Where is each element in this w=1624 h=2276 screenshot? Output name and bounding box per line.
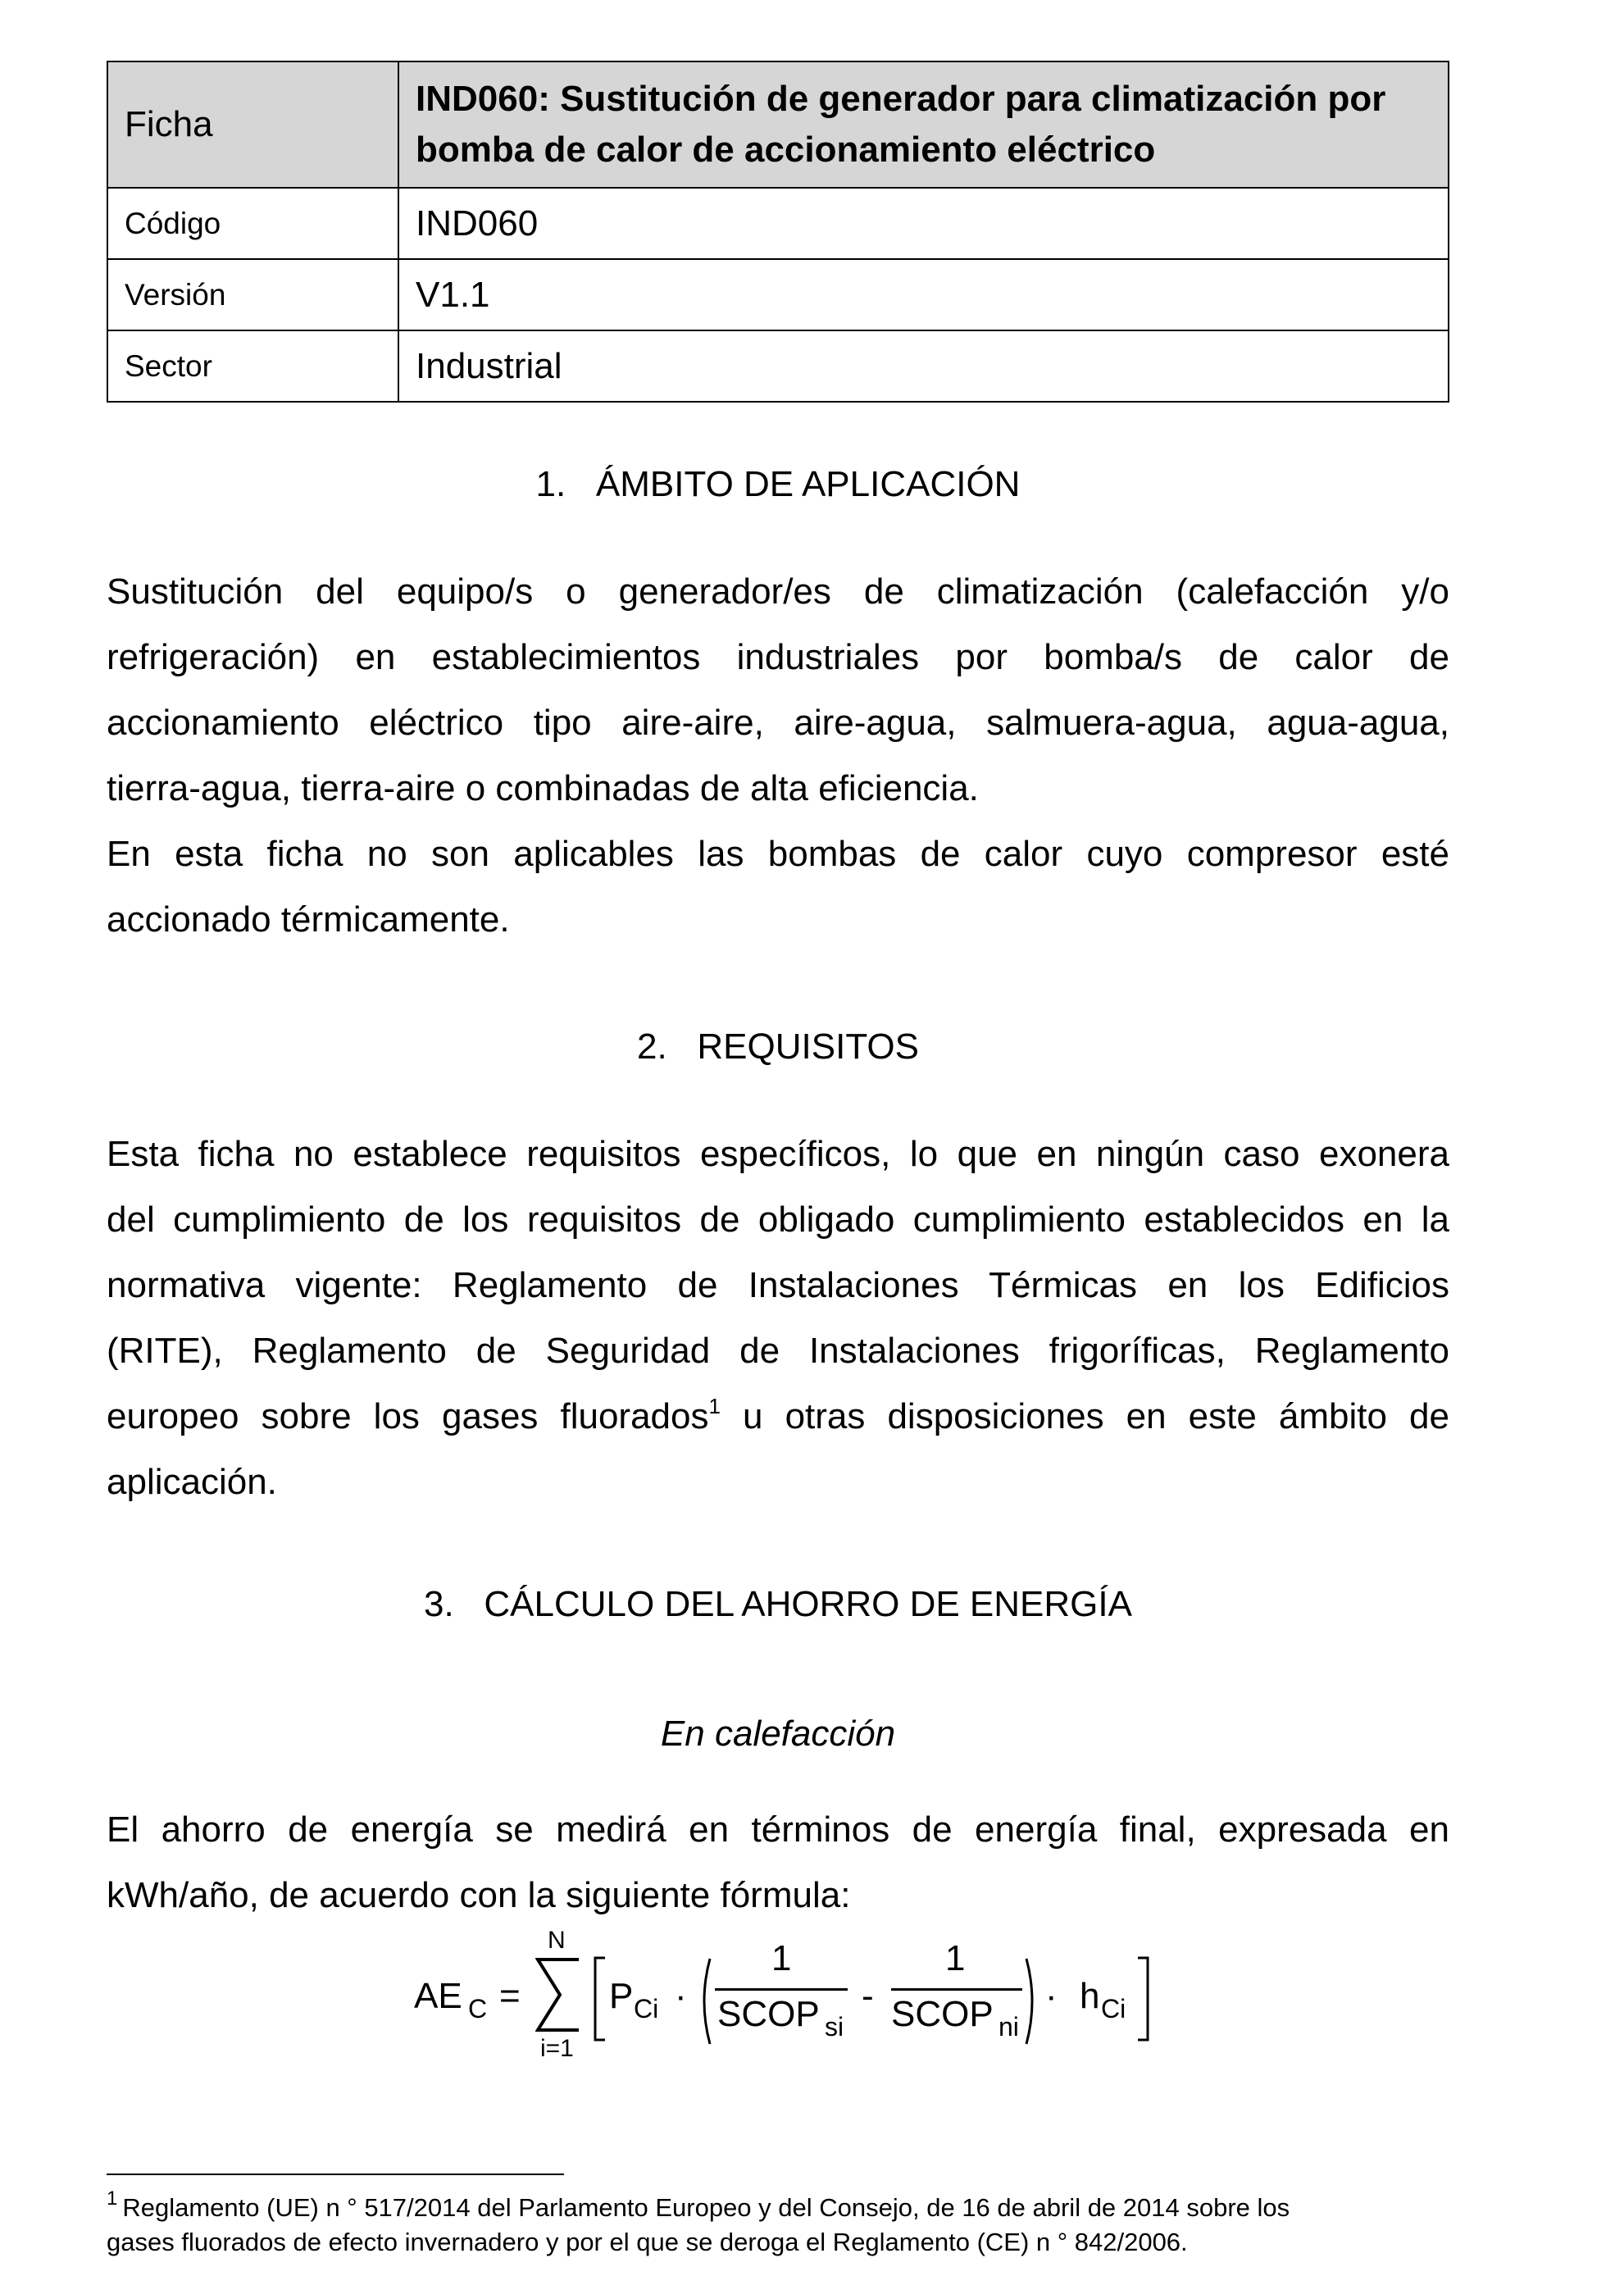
section-2-line-rest: u otras disposiciones en este ámbito de	[720, 1396, 1449, 1436]
ficha-title-line2: bomba de calor de accionamiento eléctrico	[416, 130, 1156, 170]
section-2-line: aplicación.	[107, 1462, 277, 1502]
formula-lhs: AE	[414, 1976, 462, 2016]
ficha-title-line1: IND060: Sustitución de generador para climatización por	[416, 79, 1386, 119]
formula-p-subscript: Ci	[634, 1994, 659, 2023]
version-value: V1.1	[398, 259, 1449, 330]
section-1-line: accionado térmicamente.	[107, 899, 510, 940]
ficha-title	[398, 61, 1449, 188]
section-3-line: El ahorro de energía se medirá en términos de energía final, expresada en	[107, 1809, 1449, 1850]
footnote-separator	[107, 2174, 564, 2175]
codigo-value: IND060	[398, 188, 1449, 259]
sector-value: Industrial	[398, 330, 1449, 402]
footnote-line1: Reglamento (UE) n ° 517/2014 del Parlamento Europeo y del Consejo, de 16 de abril de 2014 sobre los	[122, 2193, 1290, 2222]
section-2-line-text: europeo sobre los gases fluorados	[107, 1396, 709, 1436]
section-3-title: CÁLCULO DEL AHORRO DE ENERGÍA	[484, 1584, 1132, 1624]
formula-p: P	[609, 1976, 634, 2016]
fraction-2-bar	[891, 1988, 1022, 1991]
summation-icon	[535, 1958, 581, 2032]
section-1-line: Sustitución del equipo/s o generador/es de climatización (calefacción y/o	[107, 571, 1449, 612]
section-1-line: En esta ficha no son aplicables las bombas de calor cuyo compresor esté	[107, 834, 1449, 874]
section-2-line: del cumplimiento de los requisitos de obligado cumplimiento establecidos en la	[107, 1199, 1449, 1240]
fraction-2-numerator: 1	[945, 1938, 966, 1978]
version-label: Versión	[107, 259, 398, 330]
sum-lower-limit: i=1	[540, 2035, 574, 2062]
section-3-number: 3.	[424, 1584, 454, 1624]
fraction-2-denominator-subscript: ni	[999, 2012, 1019, 2042]
formula-h: h	[1080, 1976, 1100, 2016]
formula-dot-2: ·	[1045, 1976, 1058, 2016]
codigo-row	[107, 188, 1449, 259]
left-paren-icon	[696, 1956, 712, 2046]
formula-h-subscript: Ci	[1101, 1994, 1126, 2023]
fraction-2-denominator: SCOP	[891, 1994, 994, 2034]
ficha-label: Ficha	[107, 61, 398, 188]
fraction-1-denominator: SCOP	[717, 1994, 820, 2034]
section-1-heading	[107, 464, 1449, 505]
fraction-1-denominator-subscript: si	[825, 2012, 844, 2042]
formula-equals: =	[499, 1976, 521, 2016]
formula-lhs-subscript: C	[468, 1994, 488, 2023]
section-1-paragraph	[107, 559, 1449, 953]
section-1-title: ÁMBITO DE APLICACIÓN	[595, 464, 1021, 504]
sum-upper-limit: N	[548, 1927, 566, 1954]
footnote-mark: 1	[107, 2187, 118, 2210]
section-3-line: kWh/año, de acuerdo con la siguiente fórmula:	[107, 1875, 851, 1915]
fraction-1-numerator: 1	[771, 1938, 792, 1978]
section-1-line: accionamiento eléctrico tipo aire-aire, aire-agua, salmuera-agua, agua-agua,	[107, 703, 1449, 743]
section-3-subheading: En calefacción	[660, 1714, 896, 1754]
section-2-line: Esta ficha no establece requisitos específicos, lo que en ningún caso exonera	[107, 1134, 1449, 1174]
sector-label: Sector	[107, 330, 398, 402]
formula-dot: ·	[675, 1976, 687, 2016]
energy-saving-formula	[414, 1927, 1201, 2074]
section-2-line: (RITE), Reglamento de Seguridad de Instalaciones frigoríficas, Reglamento	[107, 1331, 1449, 1371]
section-2-line-with-footnote	[107, 1384, 1449, 1450]
section-2-title: REQUISITOS	[697, 1026, 919, 1067]
left-bracket-icon	[591, 1956, 607, 2042]
ficha-row	[107, 61, 1449, 188]
version-row	[107, 259, 1449, 330]
sector-row	[107, 330, 1449, 402]
footnote	[107, 2187, 1449, 2260]
fiche-table	[107, 61, 1449, 403]
section-2-paragraph	[107, 1122, 1449, 1515]
section-2-heading	[107, 1026, 1449, 1067]
section-1-line: tierra-agua, tierra-aire o combinadas de alta eficiencia.	[107, 768, 979, 808]
codigo-label: Código	[107, 188, 398, 259]
section-3-paragraph	[107, 1797, 1449, 1928]
section-2-number: 2.	[637, 1026, 667, 1067]
right-bracket-icon	[1135, 1956, 1152, 2042]
section-2-line: normativa vigente: Reglamento de Instalaciones Térmicas en los Edificios	[107, 1265, 1449, 1305]
footnote-reference[interactable]: 1	[708, 1394, 721, 1418]
section-1-line: refrigeración) en establecimientos industriales por bomba/s de calor de	[107, 637, 1449, 677]
section-3-heading	[107, 1584, 1449, 1625]
footnote-line2: gases fluorados de efecto invernadero y por el que se deroga el Reglamento (CE) n ° 842/2006.	[107, 2228, 1188, 2256]
fraction-1-bar	[715, 1988, 848, 1991]
formula-minus: -	[862, 1976, 874, 2016]
right-paren-icon	[1024, 1956, 1040, 2046]
section-1-number: 1.	[535, 464, 566, 504]
